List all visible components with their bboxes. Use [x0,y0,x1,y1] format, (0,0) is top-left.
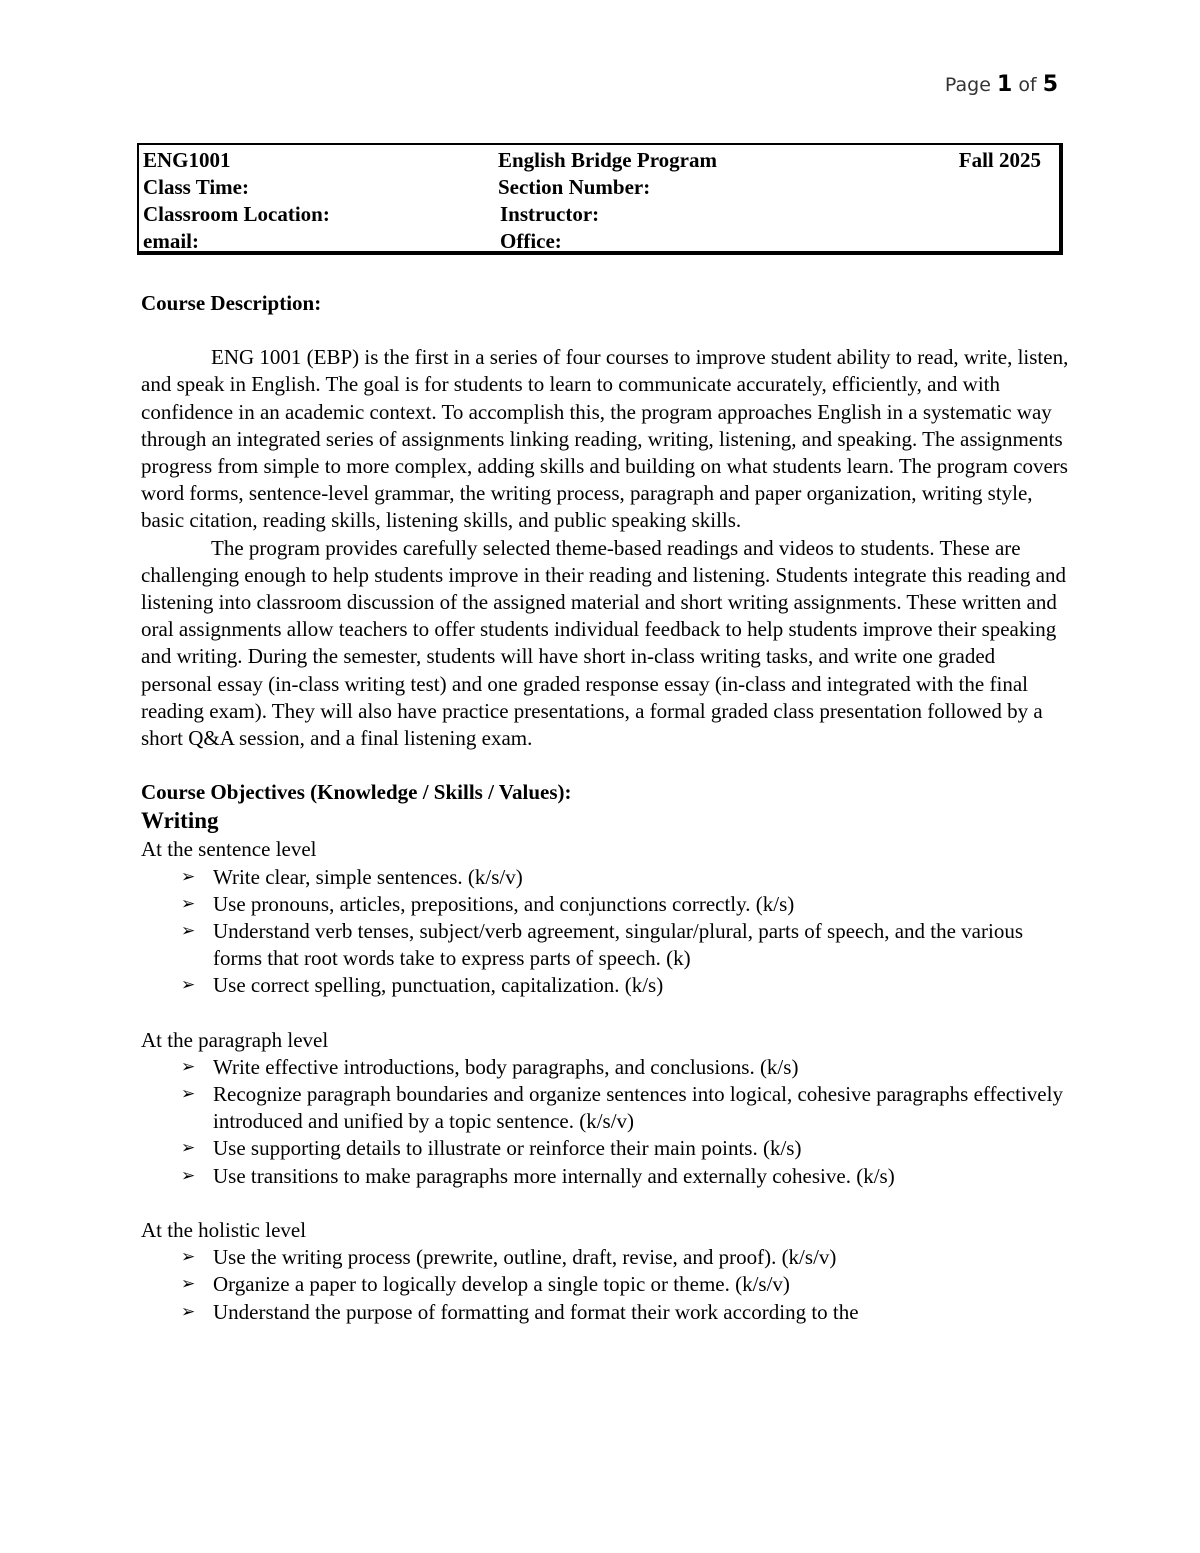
document-body [141,290,1071,1326]
course-header-box [137,143,1063,255]
arrowhead-bullet-icon: ➢ [181,1138,196,1159]
writing-heading: Writing [141,808,219,834]
course-description-heading: Course Description: [141,291,322,315]
arrowhead-bullet-icon: ➢ [181,1165,196,1186]
holistic-level-label: At the holistic level [141,1217,307,1242]
course-objectives-heading: Course Objectives (Knowledge / Skills / Values): [141,780,572,805]
header-row-2 [143,174,1041,201]
holistic-level-list [181,1244,1071,1326]
sentence-level-label: At the sentence level [141,837,317,862]
program-name: English Bridge Program [498,148,717,172]
arrowhead-bullet-icon: ➢ [181,1056,196,1077]
arrowhead-bullet-icon: ➢ [181,1084,196,1105]
list-item: ➢ Use supporting details to illustrate or reinforce their main points. (k/s) [181,1135,1071,1162]
sentence-level-list [181,864,1071,1000]
page-total: 5 [1042,72,1058,97]
list-item: ➢ Understand the purpose of formatting and format their work according to the [181,1299,1071,1326]
page-number [945,72,1058,97]
page-current: 1 [996,72,1013,97]
class-time-label: Class Time: [143,175,249,199]
list-item: ➢ Use pronouns, articles, prepositions, and conjunctions correctly. (k/s) [181,891,1071,918]
arrowhead-bullet-icon: ➢ [181,975,196,996]
header-row-1 [143,147,1041,174]
arrowhead-bullet-icon: ➢ [181,1274,196,1295]
list-item: ➢ Use the writing process (prewrite, outline, draft, revise, and proof). (k/s/v) [181,1244,1071,1271]
list-item: ➢ Use transitions to make paragraphs more internally and externally cohesive. (k/s) [181,1163,1071,1190]
paragraph-level-list [181,1054,1071,1190]
description-paragraph-2: The program provides carefully selected theme-based readings and videos to students. These are challenging enough to help students improve in their reading and listening. Students integrate this reading and listening into classroom discussion of the assigned material and short writing assignments. These written and oral assignments allow teachers to offer students individual feedback to help students improve their speaking and writing. During the semester, students will have short in-class writing tasks, and write one graded personal essay (in-class writing test) and one graded response essay (in-class and integrated with the final reading exam). They will also have practice presentations, a formal graded class presentation followed by a short Q&A session, and a final listening exam. [141,535,1066,751]
list-item: ➢ Use correct spelling, punctuation, capitalization. (k/s) [181,972,1071,999]
list-item: ➢ Write clear, simple sentences. (k/s/v) [181,864,1071,891]
description-paragraph-1: ENG 1001 (EBP) is the first in a series of four courses to improve student ability to read, write, listen, and speak in English. The goal is for students to learn to communicate accurately, efficiently, and with confidence in an academic context. To accomplish this, the program approaches English in a systematic way through an integrated series of assignments linking reading, writing, listening, and speaking. The assignments progress from simple to more complex, adding skills and building on what students learn. The program covers word forms, sentence-level grammar, the writing process, paragraph and paper organization, writing style, basic citation, reading skills, listening skills, and public speaking skills. [141,345,1069,533]
arrowhead-bullet-icon: ➢ [181,866,196,887]
list-item: ➢ Organize a paper to logically develop a single topic or theme. (k/s/v) [181,1271,1071,1298]
arrowhead-bullet-icon: ➢ [181,1301,196,1322]
course-code: ENG1001 [143,148,231,172]
term: Fall 2025 [958,148,1041,172]
classroom-location-label: Classroom Location: [143,202,330,226]
list-item: ➢ Write effective introductions, body paragraphs, and conclusions. (k/s) [181,1054,1071,1081]
page-label: Page [944,74,991,96]
header-row-3 [143,201,1041,228]
office-label: Office: [500,229,562,253]
list-item: ➢ Understand verb tenses, subject/verb agreement, singular/plural, parts of speech, and the various forms that root words take to express parts of speech. (k) [181,919,1023,971]
section-number-label: Section Number: [498,175,651,199]
arrowhead-bullet-icon: ➢ [181,893,196,914]
paragraph-level-label: At the paragraph level [141,1027,329,1052]
arrowhead-bullet-icon: ➢ [181,1247,196,1268]
header-row-4 [143,228,1041,255]
instructor-label: Instructor: [500,202,600,226]
list-item: ➢ Recognize paragraph boundaries and organize sentences into logical, cohesive paragraphs effectively introduced and unified by a topic sentence. (k/s/v) [181,1082,1063,1134]
page-of-label: of [1018,74,1037,96]
email-label: email: [143,229,199,253]
arrowhead-bullet-icon: ➢ [181,921,196,942]
